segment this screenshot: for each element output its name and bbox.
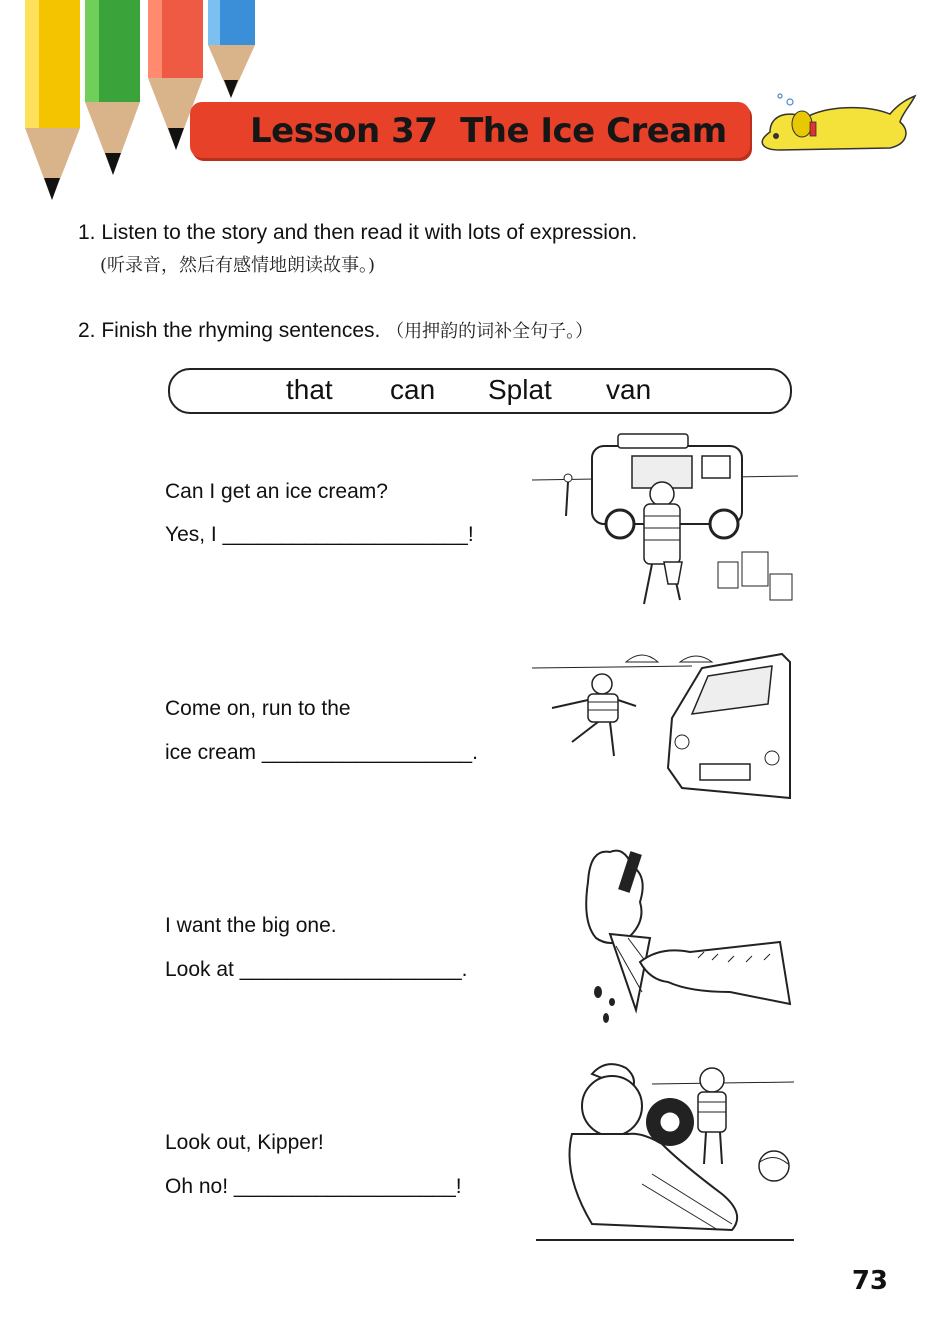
sentence-3-line-1: I want the big one. [165, 914, 337, 937]
sentence-2-fill-in[interactable]: ice cream __________________. [165, 741, 478, 764]
instruction-1-text: Listen to the story and then read it with lots of expression. [101, 221, 638, 244]
instruction-1-number: 1. [78, 221, 96, 244]
sentence-4-fill-in[interactable]: Oh no! ___________________! [165, 1175, 462, 1198]
dog-illustration [750, 92, 920, 158]
page-number: 73 [851, 1266, 888, 1296]
boy-running-illustration [532, 648, 792, 822]
instruction-2 [78, 318, 593, 345]
word-bank-item: Splat [488, 374, 552, 405]
word-bank-item: that [286, 374, 333, 405]
ice-cream-van-illustration [532, 432, 798, 610]
instruction-1 [78, 220, 637, 246]
melting-ice-cream-illustration [580, 842, 792, 1040]
sentence-1-line-1: Can I get an ice cream? [165, 480, 388, 503]
word-bank-item: can [390, 374, 436, 405]
instruction-1-chinese: (听录音，然后有感情地朗读故事。) [100, 255, 376, 276]
sentence-4-line-1: Look out, Kipper! [165, 1131, 324, 1154]
word-bank-item: van [606, 374, 652, 405]
word-bank [168, 368, 792, 414]
sentence-1-fill-in[interactable]: Yes, I _____________________! [165, 523, 474, 546]
sentence-3-fill-in[interactable]: Look at ___________________. [165, 958, 468, 981]
instruction-2-number: 2. [78, 319, 96, 342]
ice-cream-splat-illustration [532, 1054, 798, 1246]
instruction-2-chinese: （用押韵的词补全句子。） [386, 321, 594, 342]
instruction-2-text: Finish the rhyming sentences. [101, 319, 381, 342]
sentence-2-line-1: Come on, run to the [165, 697, 351, 720]
lesson-title: Lesson 37 The Ice Cream [250, 111, 727, 151]
